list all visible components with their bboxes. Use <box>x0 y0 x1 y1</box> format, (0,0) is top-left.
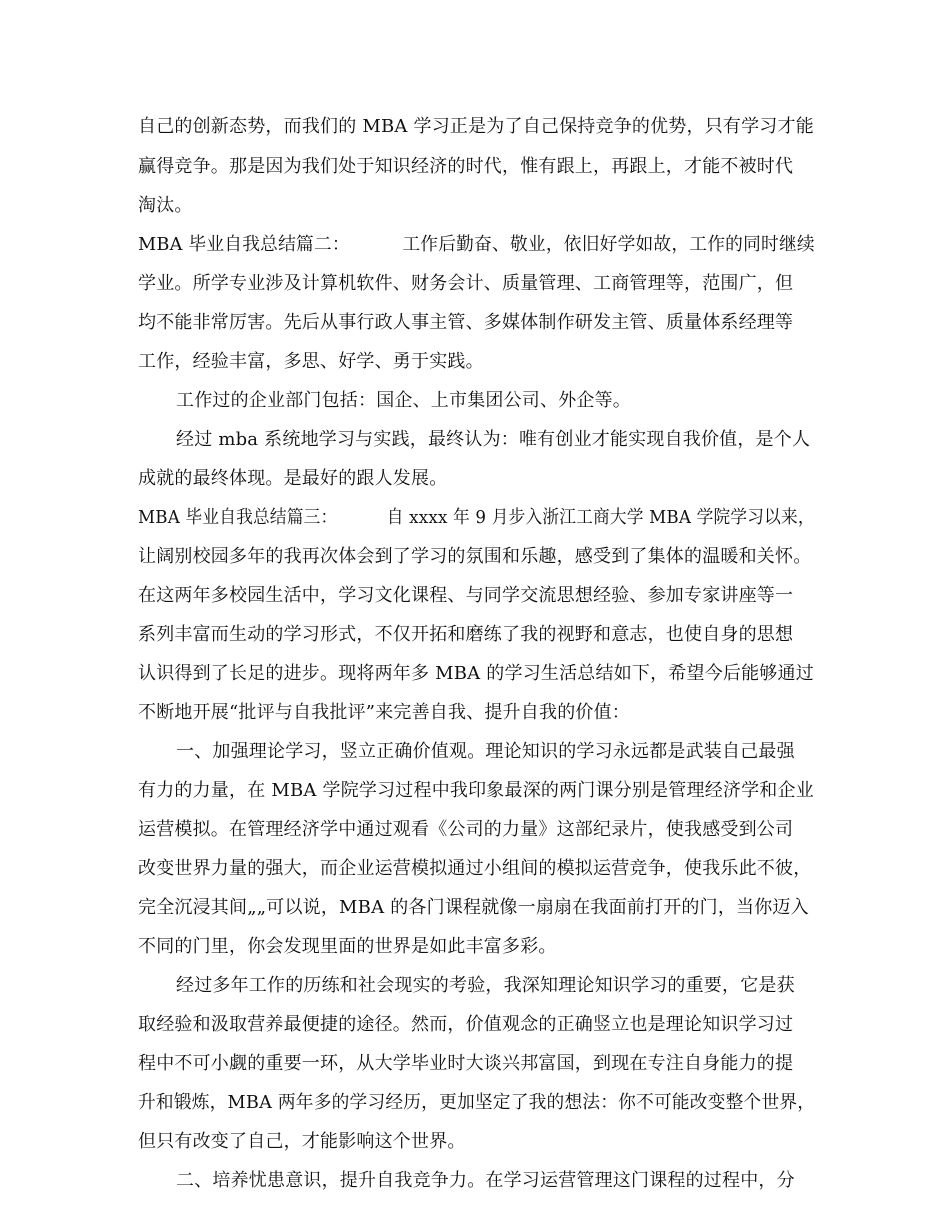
body-text-line: 不断地开展“批评与自我批评”来完善自我、提升自我的价值： <box>138 702 631 723</box>
body-text-line: 但只有改变了自己，才能影响这个世界。 <box>138 1131 466 1152</box>
body-text-line: 均不能非常厉害。先后从事行政人事主管、多媒体制作研发主管、质量体系经理等 <box>138 312 794 333</box>
body-text-line: 系列丰富而生动的学习形式，不仅开拓和磨练了我的视野和意志，也使自身的思想 <box>138 624 794 645</box>
body-text-line: 升和锻炼，MBA 两年多的学习经历，更加坚定了我的想法：你不可能改变整个世界， <box>138 1092 816 1113</box>
body-text-line: 工作，经验丰富，多思、好学、勇于实践。 <box>138 351 484 372</box>
section-heading-line: MBA 毕业自我总结篇二： 工作后勤奋、敬业，依旧好学如故，工作的同时继续 <box>138 234 815 255</box>
body-text-line: 认识得到了长足的进步。现将两年多 MBA 的学习生活总结如下，希望今后能够通过 <box>138 663 814 684</box>
body-text-line: 赢得竞争。那是因为我们处于知识经济的时代，惟有跟上，再跟上，才能不被时代 <box>138 156 794 177</box>
body-text-line: 运营模拟。在管理经济学中通过观看《公司的力量》这部纪录片，使我感受到公司 <box>138 819 794 840</box>
body-text-line: 自己的创新态势，而我们的 MBA 学习正是为了自己保持竞争的优势，只有学习才能 <box>138 116 814 137</box>
body-text-line: 经过 mba 系统地学习与实践，最终认为：唯有创业才能实现自我价值，是个人 <box>176 429 811 450</box>
body-text-line: 程中不可小觑的重要一环，从大学毕业时大谈兴邦富国，到现在专注自身能力的提 <box>138 1053 794 1074</box>
body-text-line: 在这两年多校园生活中，学习文化课程、与同学交流思想经验、参加专家讲座等一 <box>138 585 794 606</box>
body-text-line: 成就的最终体现。是最好的跟人发展。 <box>138 468 448 489</box>
body-text-line: 经过多年工作的历练和社会现实的考验，我深知理论知识学习的重要，它是获 <box>176 975 795 996</box>
body-text-line: 不同的门里，你会发现里面的世界是如此丰富多彩。 <box>138 936 557 957</box>
body-text-line: 淘汰。 <box>138 195 193 216</box>
body-text-line: 让阔别校园多年的我再次体会到了学习的氛围和乐趣，感受到了集体的温暖和关怀。 <box>138 546 812 567</box>
body-text-line: 改变世界力量的强大，而企业运营模拟通过小组间的模拟运营竞争，使我乐此不彼， <box>138 858 812 879</box>
body-text-line: 一、加强理论学习，竖立正确价值观。理论知识的学习永远都是武装自己最强 <box>176 741 795 762</box>
body-text-line: 有力的力量，在 MBA 学院学习过程中我印象最深的两门课分别是管理经济学和企业 <box>138 780 814 801</box>
body-text-line: 取经验和汲取营养最便捷的途径。然而，价值观念的正确竖立也是理论知识学习过 <box>138 1014 794 1035</box>
body-text-line: 二、培养忧患意识，提升自我竞争力。在学习运营管理这门课程的过程中，分 <box>176 1170 795 1191</box>
body-text-line: 学业。所学专业涉及计算机软件、财务会计、质量管理、工商管理等，范围广，但 <box>138 273 794 294</box>
body-text-line: 工作过的企业部门包括：国企、上市集团公司、外企等。 <box>176 390 631 411</box>
section-heading-line: MBA 毕业自我总结篇三： 自 xxxx 年 9 月步入浙江工商大学 MBA 学院学习以来， <box>138 507 815 528</box>
body-text-line: 完全沉浸其间„„可以说，MBA 的各门课程就像一扇扇在我面前打开的门，当你迈入 <box>138 897 809 918</box>
